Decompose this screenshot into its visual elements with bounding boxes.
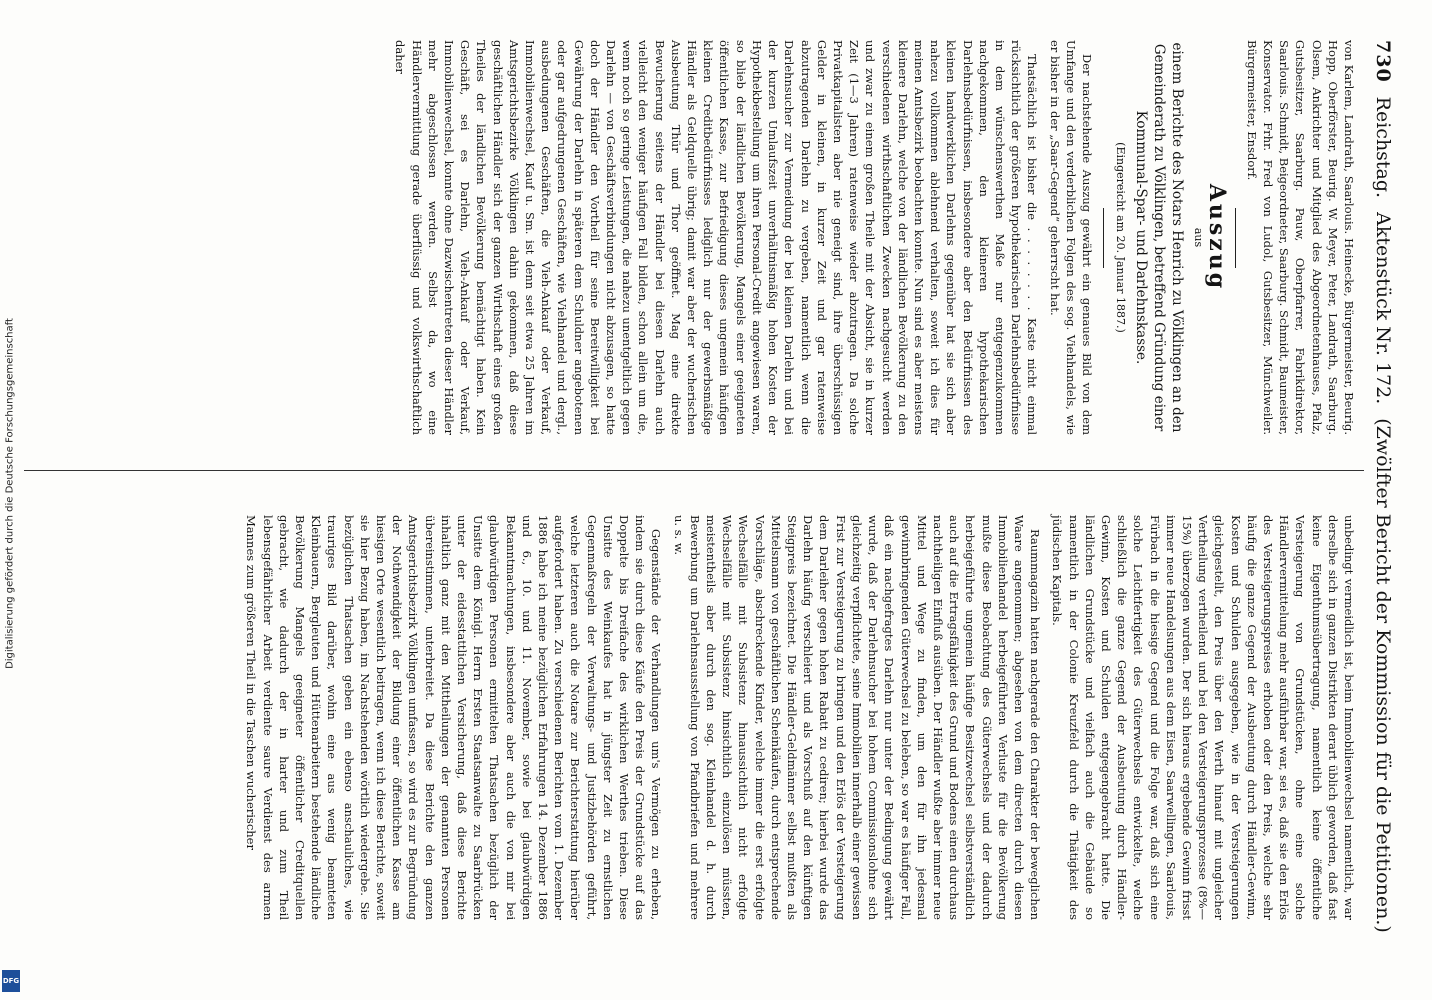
page-header [1372,40,1402,940]
divider-rule [1103,208,1104,268]
left-column [386,40,1357,435]
header-left: Reichstag. [1372,96,1394,199]
right-column [237,515,1357,920]
divider-rule [1235,208,1236,268]
report-subtitle: einem Berichte des Notars Henrich zu Völklingen an den Gemeinderath zu Völklingen, betreffend Gründung einer Kommunal-Spar- und Darlehnskasse. [1133,42,1186,433]
paragraph: Raummagazin hatten nachgerade den Charakter der beweglichen Waare angenommen; abgesehen von dem directen durch diesen Immobilienhandel herbeigeführten Verluste für die Bevölkerung mußte diese Beobachtung des Güterwechsels und der dadurch herbeigeführte ungemein häufige Besitzwechsel selbstverständlich auch auf die Ertragsfähigkeit des Grund und Bodens einen durchaus nachtheiligen Einfluß ausüben. Der Händler wußte aber immer neue Mittel und Wege zu finden, um den für ihn jedesmal gewinnbringenden Güterwechsel zu beleben, so war es häufiger Fall, daß ein nachgefragtes Darlehn nur unter der Bedingung gewährt wurde, daß der Darlehnsucher bei hohem Commissionslohne sich gleichzeitig verpflichtete, seine Immobilien innerhalb einer gewissen Frist zur Versteigerung zu bringen und den Erlös der Versteigerung dem Darleiher gegen hohen Rabatt zu cediren; hierbei wurde das Darlehn häufig verschleiert und als Vorschuß auf den künftigen Steigpreis bezeichnet. Die Händler-Geldmänner selbst mußten als Mittelsmann von geschäftlichen Scheinkäufen, durch entsprechende Vorschläge, abschreckende Kinder, welche immer die erst erfolgte Wechselfälle mit Subsistenz hinaussichtlich nicht erfolgte Wechselfälle mit Subsistenz hinsichtlich einzulösen müssten, meistentheils aber durch den sog. Kleinhandel d. h. durch Bewerbung um Darlehnsausstellung von Pfandbriefen und mehrere u. s. w. [671,515,1043,920]
digitization-credit: Digitalisierung gefördert durch die Deutsche Forschungsgemeinschaft [4,318,16,669]
dfg-logo: DFG [2,970,20,992]
page-number: 730 [1372,40,1394,83]
paragraph: Der nachstehende Auszug gewährt ein genaues Bild von dem Umfange und den verderblichen Folgen des sog. Viehhandels, wie er bisher in der „Saar-Gegend“ geherrscht hat. [1047,40,1094,435]
received-date: (Eingereicht am 20. Januar 1887.) [1114,142,1128,333]
from-label: aus [1192,227,1206,248]
header-doc: Aktenstück Nr. 172. [1372,212,1394,405]
paragraph: Thatsächlich ist bisher die . . . . . . . . Kaste nicht einmal rücksichtlich der größeren hypothekarischen Darlehnsbedürfnisse in dem wünschenswerthen Maße nur entgegenzukommen nachgekommen, den kleineren hypothekarischen Darlehnsbedürfnissen, insbesondere aber den Bedürfnissen des kleinen handwerklichen Darlehns gegenüber hat sie sich aber nahezu vollkommen ablehnend verhalten, soweit ich dies für meinen Amtsbezirk beobachten konnte. Nun sind es aber meistens kleinere Darlehn, welche von der ländlichen Bevölkerung zu den verschiedenen wirthschaftlichen Zwecken nachgesucht werden und zwar zu einem großen Theile mit der Absicht, sie in kurzer Zeit (1—3 Jahren) ratenweise wieder abzutragen. Da solche Privatkapitalisten aber nie geneigt sind, ihre überschüssigen Gelder in kleinen, in kurzer Zeit und gar ratenweise abzutragenden Darlehn zu vergeben, namentlich wenn die Darlehnsucher zur Vermeidung der bei kleinen Darlehn und bei der kurzen Umlaufszeit unverhältnismäßig hohen Kosten der Hypothekbestellung um ihren Personal-Credit angewiesen waren, so blieb der ländlichen Bevölkerung, Mangels einer geeigneten öffentlichen Kasse, zur Befriedigung dieses ungemein häufigen kleinen Creditbedürfnisses lediglich nur der gewerbsmäßige Händler als Geldquelle übrig; damit war aber der wucherischen Ausbeutung Thür und Thor geöffnet. Mag eine direkte Bewucherung seitens der Händler bei diesen Darlehn auch vielleicht den weniger häufigen Fall bilden, schon allein um die, wenn noch so geringe Leistungen, die nahezu unentgeltlich gegen Darlehn — von Geschäftsverbindungen nicht abzusagen, so hatte doch der Händler den Vortheil für seine Bereitwilligkeit bei Gewährung der Darlehn in späteren dem Schuldner angebotenen oder gar aufgedrungenen Geschäften, wie Viehhandel und dergl., ausbedungenen Geschäften, die Vieh-Ankauf oder Verkauf, Immobilienwechsel, Kauf u. Sm. ist denn seit etwa 25 Jahren im Amtsgerichtsbezirke Völklingen dahin gekommen, daß diese geschäftlichen Händler sich der ganzen Wirthschaft eines großen Theiles der ländlichen Bevölkerung bemächtigt haben. Kein Geschäft, sei es Darlehn, Vieh-Ankauf oder Verkauf, Immobilienwechsel, konnte ohne Dazwischentreten dieser Händler mehr abgeschlossen werden. Selbst da, wo eine Händlervermittlung gerade überflüssig und volkswirthschaftlich daher [393,40,1040,435]
section-title: Auszug [1203,183,1230,292]
signatories: von Karlem, Landrath, Saarlouis. Heinecke, Bürgermeister, Beurig. Hopp, Oberförster, Beurig. W. Meyer, Peter, Landrath, Saarburg. Olsem, Ankrichter und Mitglied des Abgeordnetenhauses, Pfalz, Gutsbesitzer, Saarburg. Pauw, Oberpfarrer, Fabrikdirektor, Saarlouis. Schmidt, Beigeordneter, Saarburg. Schmidt, Baumeister, Konservator. Frhr. Fred von Ludol, Gutsbesitzer, Münchweiler. Bürgermeister, Ensdorf. [1244,40,1356,435]
paragraph: unbedingt vermeidlich ist, beim Immobilienwechsel namentlich, war derselbe sich in ganzen Distrikten derart üblich geworden, daß fast keine Eigenthumsübertragung, namentlich keine öffentliche Versteigerung von Grundstücken, ohne eine solche Händlervermittelung mehr ausführbar war, sei es, daß sie den Erlös des Versteigerungspreises erhoben oder den Preis, welche sehr häufig die ganze Gegend der Ausbeutung durch Händler-Gewinn, Kosten und Schulden ausgegeben, wie in der Versteigerungen gleichgestellt, den Preis über den Werth hinauf mit ungleicher Vertheilung vertheilend und bei den Versteigerungsprozesse (8%—15%) überzogen wurden. Der sich hieraus ergebende Gewinn frisst immer neue Handelsungen aus dem Eisen, Saarwellingen, Saarlouis, Fürbach in die hiesige Gegend und die Folge war, daß sich eine solche Leichtfertigkeit des Güterwechsels entwickelte, welche schließlich die ganze Gegend der Ausbeutung durch Händler-Gewinn, Kosten und Schulden entgegengebracht hatte. Die ländlichen Grundstücke und vielfach auch die Gebäude so namentlich in der Colonie Kreuzfeld durch die Thätigkeit des jüdischen Kapitals. [1050,515,1356,920]
column-divider [24,470,1364,471]
paragraph: Gegenstände der Verhandlungen um's Vermögen zu erheben, indem sie durch diese Käufe den Preis der Grundstücke auf das Doppelte bis Dreifache des wirklichen Werthes trieben. Diese Unsitte des Weinkaufes hat in jüngster Zeit zu ernstlichen Gegenmaßregeln der Verwaltungs- und Justizbehörden geführt, welche letzteren auch die Notare zur Berichterstattung hierüber aufgefordert haben. Zu verschiedenen Berichten vom 1. Dezember 1886 habe ich meine bezüglichen Erfahrungen 14. Dezember 1886 und 6., 10. und 11. November, sowie bei glaubwürdigen Bekanntmachungen, insbesondere aber auch die von mir bei glaubwürdigen Personen ermittelten Thatsachen bezüglich der Unsitte dem Königl. Herrn Ersten Staatsanwalte zu Saarbrücken unter der eidesstattlichen Versicherung, daß diese Berichte inhaltlich ganz mit den Mittheilungen der genannten Personen übereinstimmen, unterbreitet. Da diese Berichte den ganzen Amtsgerichtsbezirk Völklingen umfassen, so wird es zur Begründung der Nothwendigkeit der Bildung einer öffentlichen Kasse am hiesigen Orte wesentlich beitragen, wenn ich diese Berichte, soweit sie hier Bezug haben, im Nachstehenden wörtlich wiedergebe. Sie bezüglichen Thatsachen geben ein ebenso anschauliches, wie trauriges Bild darüber, wohin eine aus wenig beamteten Kleinbauern, Bergleuten und Hüttenarbeitern bestehende ländliche Bevölkerung Mangels geeigneter öffentlicher Creditquellen gebracht, wie dadurch der in harter und zum Theil lebensgefährlicher Arbeit verdiente saure Verdienst des armen Mannes zum größeren Theil in die Taschen wucherischer [244,515,664,920]
header-right: (Zwölfter Bericht der Kommission für die Petitionen.) [1372,418,1394,933]
